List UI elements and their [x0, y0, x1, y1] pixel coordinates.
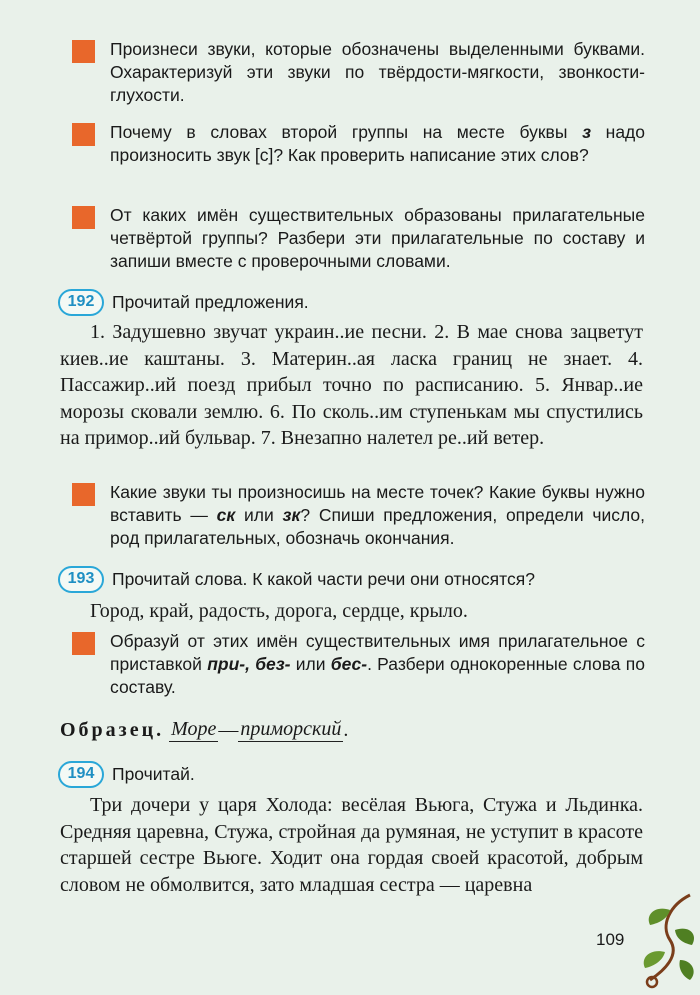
page-number: 109 [596, 930, 625, 949]
sample-word-root: Море [171, 718, 217, 740]
sample-word-derived: приморский [240, 718, 342, 740]
task-marker [72, 123, 95, 146]
exercise-header [58, 288, 309, 316]
sample-end: . [343, 719, 349, 741]
exercise-instruction: Прочитай слова. К какой части речи они относятся? [112, 568, 535, 589]
task-marker [72, 632, 95, 655]
exercise-instruction: Прочитай. [112, 763, 195, 784]
exercise-text: Три дочери у царя Холода: весёлая Вьюга, Стужа и Льдинка. Средняя царевна, Стужа, стройная да румяная, не уступит в красоте старшей сестре Вьюге. Ходит она гордая своей красотой, добрым словом не обмолвится, зато младшая сестра — царевна [60, 794, 643, 896]
exercise-number: 193 [58, 566, 104, 593]
task-marker [72, 483, 95, 506]
sample-label: Образец. [60, 719, 165, 741]
word-list: Город, край, радость, дорога, сердце, крыло. [90, 600, 468, 622]
sample-line [60, 712, 500, 742]
sample-dash: — [218, 719, 239, 741]
task-marker [72, 206, 95, 229]
task-text: Какие звуки ты произносишь на месте точек? Какие буквы нужно вставить — ск или зк? Спиши предложения, определи число, род прилагательных, обозначь окончания. [110, 482, 645, 548]
exercise-header [58, 760, 195, 788]
exercise-instruction: Прочитай предложения. [112, 291, 309, 312]
exercise-number: 194 [58, 761, 104, 788]
task-text: Произнеси звуки, которые обозначены выделенными буквами. Охарактеризуй эти звуки по твёрдости-мягкости, звонкости-глухости. [110, 39, 645, 105]
task-text: Образуй от этих имён существительных имя прилагательное с приставкой при-, без- или бес-. Разбери однокоренные слова по составу. [110, 631, 645, 697]
exercise-text: 1. Задушевно звучат украин..ие песни. 2. В мае снова зацветут киев..ие каштаны. 3. Материн..ая ласка границ не знает. 4. Пассажир..ий поезд прибыл точно по расписанию. 5. Январ..ие морозы сковали землю. 6. По сколь..им ступенькам мы спустились на примор..ий бульвар. 7. Внезапно налетел ре..ий ветер. [60, 321, 643, 449]
task-text: От каких имён существительных образованы прилагательные четвёртой группы? Разбери эти прилагательные по составу и запиши вместе с проверочными словами. [110, 205, 645, 271]
leaf-ornament-icon [630, 890, 700, 995]
exercise-header [58, 565, 535, 593]
exercise-number: 192 [58, 289, 104, 316]
task-text: Почему в словах второй группы на месте буквы з надо произносить звук [с]? Как проверить написание этих слов? [110, 122, 645, 165]
task-marker [72, 40, 95, 63]
